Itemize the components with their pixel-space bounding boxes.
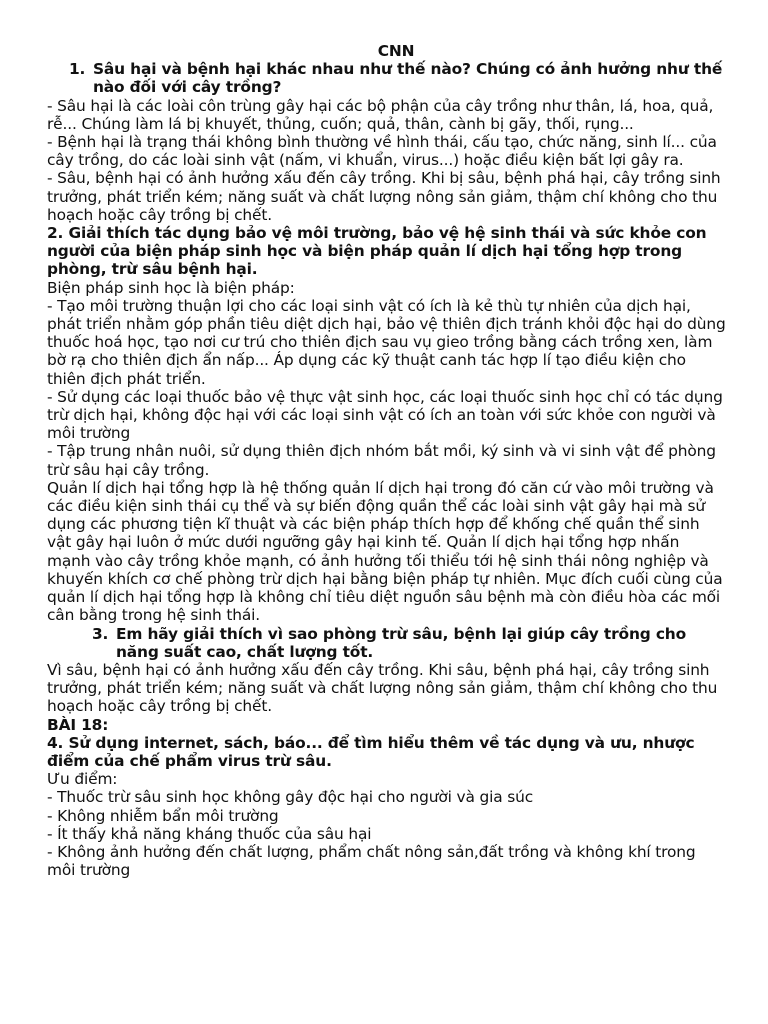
- q2-paragraph: Biện pháp sinh học là biện pháp:: [47, 278, 295, 297]
- question-1-heading: [47, 60, 727, 96]
- q4-paragraph: - Thuốc trừ sâu sinh học không gây độc hại cho người và gia súc: [47, 788, 534, 807]
- q4-paragraph: - Không nhiễm bẩn môi trường: [47, 806, 279, 825]
- question-3-number: 3.: [92, 624, 109, 643]
- page-title: CNN: [377, 42, 415, 60]
- q1-paragraph: - Sâu, bệnh hại có ảnh hưởng xấu đến cây trồng. Khi bị sâu, bệnh phá hại, cây trồng sinh trưởng, phát triển kém; năng suất và chất lượng nông sản giảm, thậm chí không cho thu hoạch hoặc cây trồng bị chết.: [47, 169, 721, 224]
- question-1-text: Sâu hại và bệnh hại khác nhau như thế nào? Chúng có ảnh hưởng như thế nào đối với cây trồng?: [93, 60, 723, 97]
- q2-paragraph: - Tập trung nhân nuôi, sử dụng thiên địch nhóm bắt mồi, ký sinh và vi sinh vật để phòng trừ sâu hại cây trồng.: [47, 442, 716, 479]
- q3-paragraph: Vì sâu, bệnh hại có ảnh hưởng xấu đến cây trồng. Khi sâu, bệnh phá hại, cây trồng sinh trưởng, phát triển kém; năng suất và chất lượng nông sản giảm, thậm chí không cho thu hoạch hoặc cây trồng bị chết.: [47, 660, 718, 716]
- question-2-heading: 2. Giải thích tác dụng bảo vệ môi trường, bảo vệ hệ sinh thái và sức khỏe con người của biện pháp sinh học và biện pháp quản lí dịch hại tổng hợp trong phòng, trừ sâu bệnh hại.: [47, 224, 707, 279]
- q4-paragraph: Ưu điểm:: [47, 770, 118, 789]
- q2-paragraph: - Tạo môi trường thuận lợi cho các loại sinh vật có ích là kẻ thù tự nhiên của dịch hại, phát triển nhằm góp phần tiêu diệt dịch hại, bảo vệ thiên địch tránh khỏi độc hại do dùng thuốc hoá học, tạo nơi cư trú cho thiên địch sau vụ gieo trồng bằng cách trồng xen, làm bờ rạ cho thiên địch ẩn nấp... Áp dụng các kỹ thuật canh tác hợp lí tạo điều kiện cho thiên địch phát triển.: [47, 296, 726, 388]
- q2-paragraph: Quản lí dịch hại tổng hợp là hệ thống quản lí dịch hại trong đó căn cứ vào môi trường và các điều kiện sinh thái cụ thể và sự biến động quần thể các loài sinh vật gây hại mà sử dụng các phương tiện kĩ thuật và các biện pháp thích hợp để khống chế quần thể sinh vật gây hại luôn ở mức dưới ngưỡng gây hại kinh tế. Quản lí dịch hại tổng hợp nhấn mạnh vào cây trồng khỏe mạnh, có ảnh hưởng tối thiểu tới hệ sinh thái nông nghiệp và khuyến khích cơ chế phòng trừ dịch hại bằng biện pháp tự nhiên. Mục đích cuối cùng của quản lí dịch hại tổng hợp là không chỉ tiêu diệt nguồn sâu bệnh mà còn điều hòa các mối cân bằng trong hệ sinh thái.: [47, 478, 723, 625]
- lesson-18-heading: BÀI 18:: [47, 715, 109, 734]
- question-3-text: Em hãy giải thích vì sao phòng trừ sâu, bệnh lại giúp cây trồng cho năng suất cao, chất lượng tốt.: [116, 624, 687, 661]
- q1-paragraph: - Bệnh hại là trạng thái không bình thường về hình thái, cấu tạo, chức năng, sinh lí... của cây trồng, do các loài sinh vật (nấm, vi khuẩn, virus...) hoặc điều kiện bất lợi gây ra.: [47, 133, 717, 170]
- question-3-heading: [47, 625, 727, 661]
- q2-paragraph: - Sử dụng các loại thuốc bảo vệ thực vật sinh học, các loại thuốc sinh học chỉ có tác dụng trừ dịch hại, không độc hại với các loại sinh vật có ích an toàn với sức khỏe con người và môi trường: [47, 387, 723, 443]
- question-1-number: 1.: [69, 60, 86, 79]
- q4-paragraph: - Ít thấy khả năng kháng thuốc của sâu hại: [47, 824, 372, 843]
- document-page: [47, 42, 727, 879]
- q4-paragraph: - Không ảnh hưởng đến chất lượng, phẩm chất nông sản,đất trồng và không khí trong môi trường: [47, 842, 696, 880]
- q1-paragraph: - Sâu hại là các loài côn trùng gây hại các bộ phận của cây trồng như thân, lá, hoa, quả, rễ... Chúng làm lá bị khuyết, thủng, cuốn; quả, thân, cành bị gãy, thối, rụng...: [47, 96, 714, 133]
- question-4-heading: 4. Sử dụng internet, sách, báo... để tìm hiểu thêm về tác dụng và ưu, nhược điểm của chế phẩm virus trừ sâu.: [47, 733, 695, 770]
